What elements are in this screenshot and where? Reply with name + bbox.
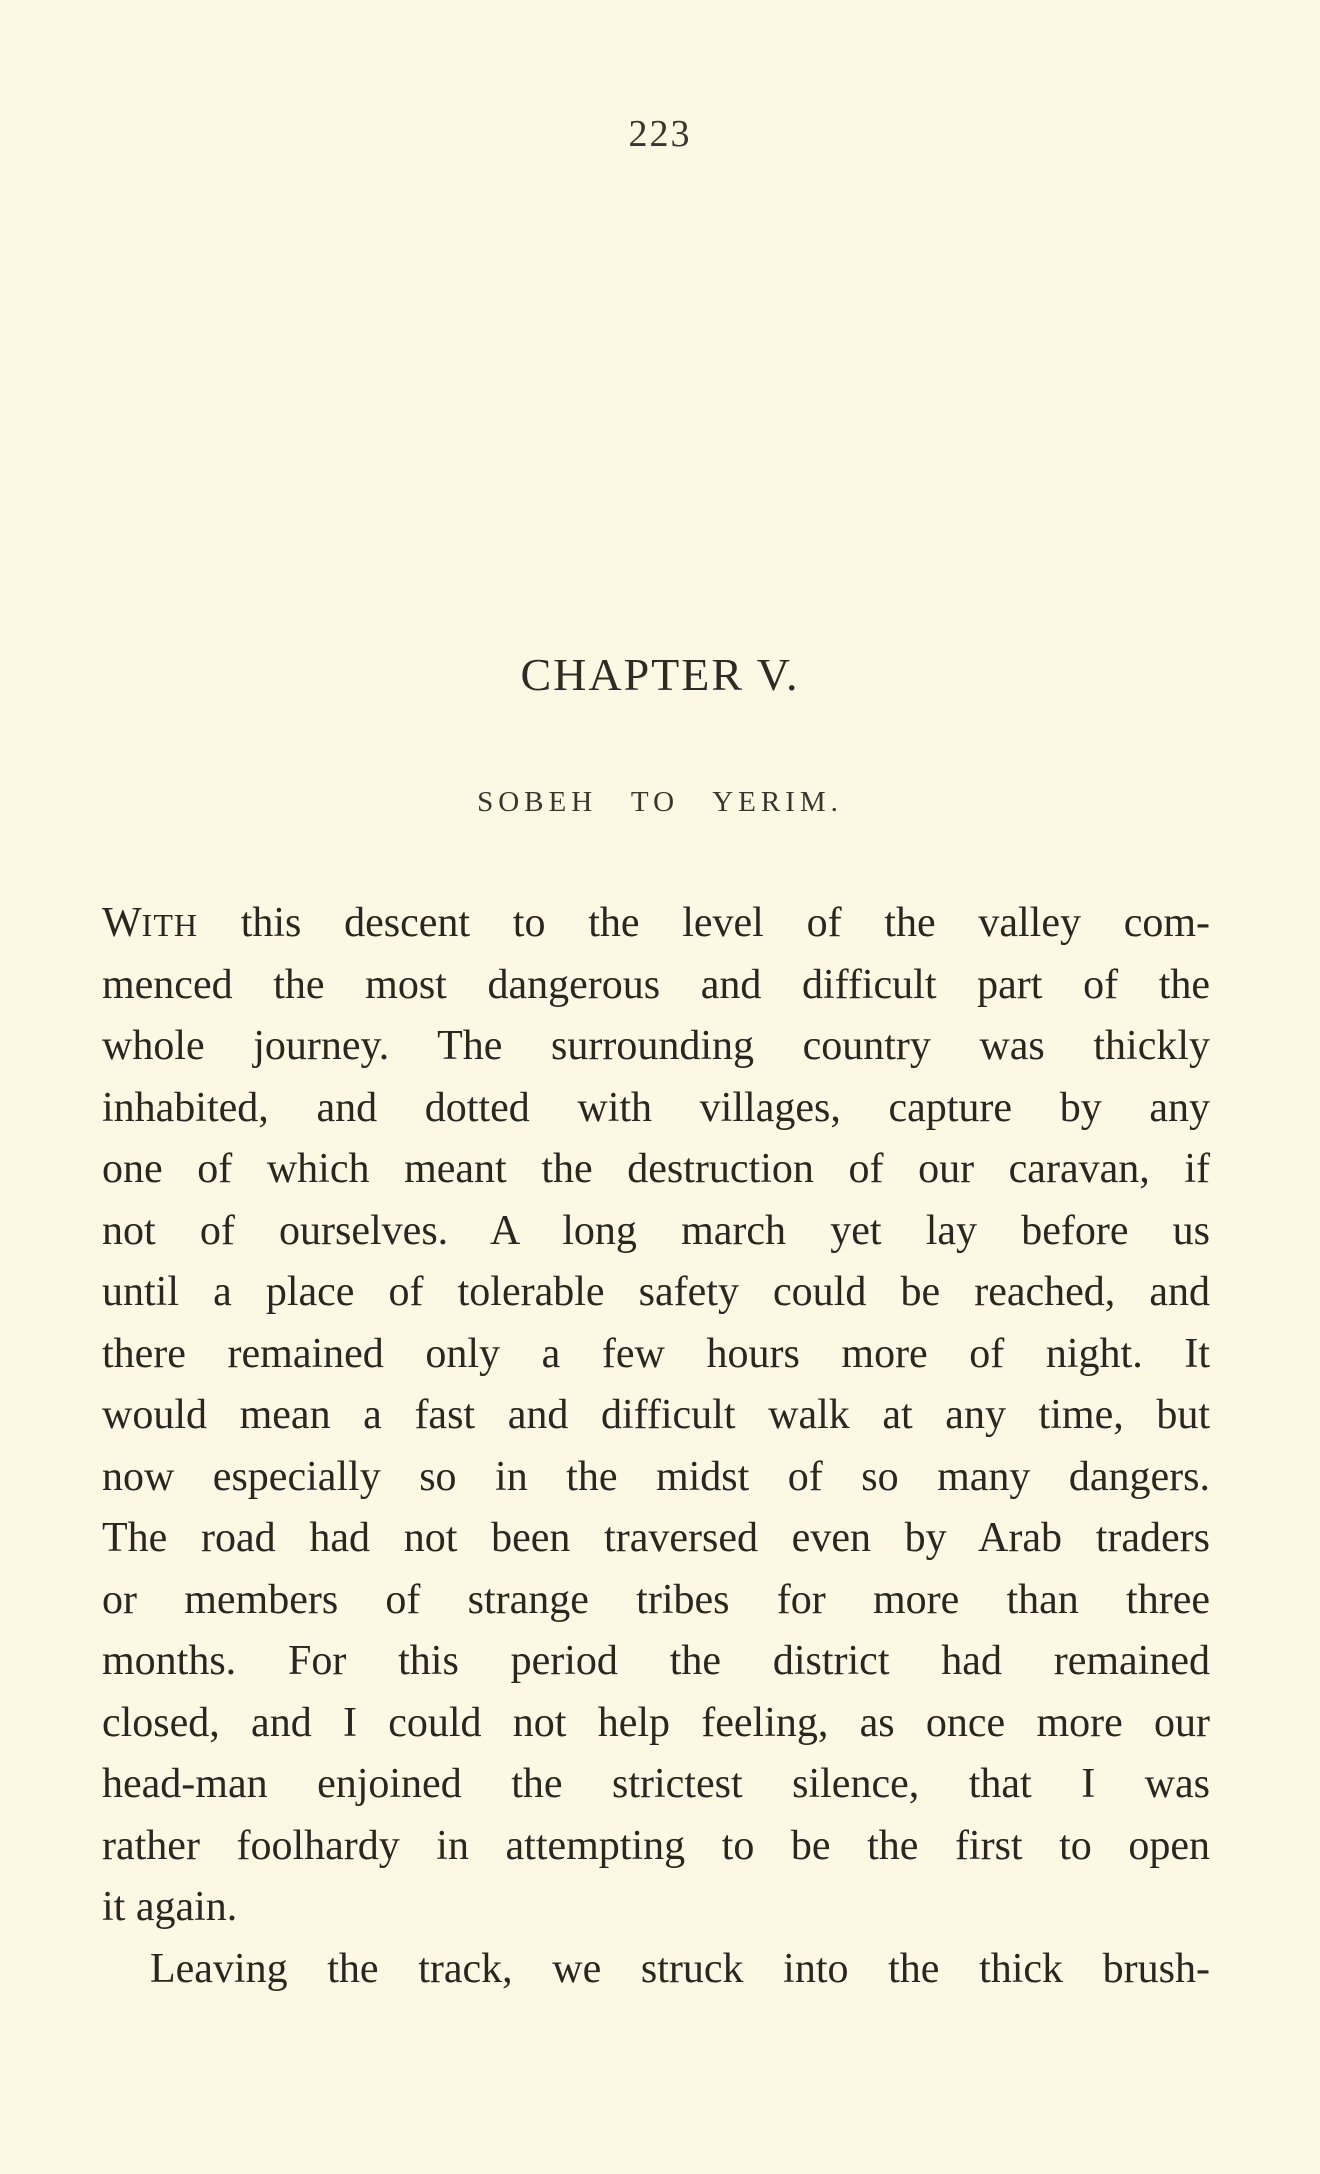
first-word-initial: W [102,900,142,946]
chapter-subtitle: SOBEH TO YERIM. [477,786,843,818]
chapter-title: CHAPTER V. [520,649,800,700]
paragraph-line: The road had not been traversed even by Arab traders [102,1515,1210,1561]
paragraph-line: it again. [102,1884,238,1930]
paragraph-line: there remained only a few hours more of night. It [102,1330,1210,1377]
paragraph-line: closed, and I could not help feeling, as once more our [102,1699,1210,1746]
paragraph-line: Leaving the track, we struck into the thick brush- [150,1945,1210,1992]
page-number: 223 [628,113,692,155]
paragraph-line: months. For this period the district had remained [102,1638,1210,1684]
paragraph-line: menced the most dangerous and difficult part of the [102,961,1210,1008]
paragraph-line: head-man enjoined the strictest silence, that I was [102,1761,1210,1807]
paragraph-line: now especially so in the midst of so many dangers. [102,1453,1210,1500]
paragraph-line: inhabited, and dotted with villages, capture by any [102,1084,1210,1131]
paragraph-line: rather foolhardy in attempting to be the first to open [102,1822,1210,1869]
body-text [102,893,1210,2000]
paragraph-line [102,893,1210,955]
paragraph-line: whole journey. The surrounding country was thickly [102,1023,1210,1069]
paragraph-line: or members of strange tribes for more than three [102,1576,1210,1623]
paragraph-line: until a place of tolerable safety could be reached, and [102,1269,1210,1315]
line-text: this descent to the level of the valley com- [197,900,1210,946]
first-word-small-caps: ITH [141,907,198,943]
paragraph-line: one of which meant the destruction of our caravan, if [102,1146,1210,1192]
paragraph-line: not of ourselves. A long march yet lay before us [102,1207,1210,1254]
paragraph-line: would mean a fast and difficult walk at any time, but [102,1392,1210,1438]
